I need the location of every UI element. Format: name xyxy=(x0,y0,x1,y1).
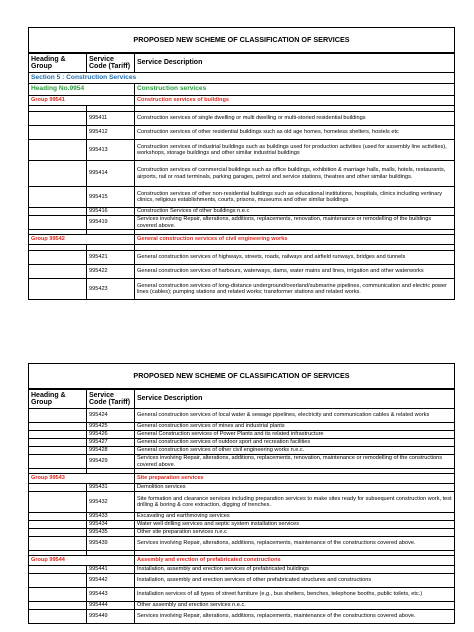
table-row xyxy=(29,521,455,529)
group-description: General construction services of civil engineering works xyxy=(135,235,455,245)
table-row xyxy=(29,529,455,537)
service-code: 995442 xyxy=(87,574,135,588)
service-code: 995434 xyxy=(87,521,135,529)
service-code: 995426 xyxy=(87,431,135,439)
service-description: Installation, assembly and erection services of other prefabricated structures and constructions xyxy=(135,574,455,588)
service-description: General construction services of local water & sewage pipelines, electricity and communication cables & related works xyxy=(135,409,455,423)
service-description: Construction services of industrial buildings such as buildings used for production activities (used for assembly line activities), workshops, storage buildings and other similar industrial buildings xyxy=(135,140,455,161)
group-description: Construction services of buildings xyxy=(135,96,455,106)
table-row xyxy=(29,455,455,469)
table-title: PROPOSED NEW SCHEME OF CLASSIFICATION OF SERVICES xyxy=(29,364,455,390)
service-code: 995427 xyxy=(87,439,135,447)
service-code: 995411 xyxy=(87,112,135,126)
service-description: General construction services of outdoor sport and recreation facilities xyxy=(135,439,455,447)
group-label: Group 99543 xyxy=(29,474,135,484)
service-description: Construction Services of other buildings n.e.c xyxy=(135,208,455,216)
service-description: General construction services of highways, streets, roads, railways and airfield runways, bridges and tunnels xyxy=(135,251,455,265)
table-title-row xyxy=(29,28,455,54)
service-description: Site formation and clearance services including preparation services to make sites ready for subsequent construction work, test drilling & boring & core extraction, digging of trenches. xyxy=(135,492,455,513)
header-desc: Service Description xyxy=(135,389,455,409)
group-row xyxy=(29,235,455,245)
table-row xyxy=(29,216,455,230)
header-code: Service Code (Tariff) xyxy=(87,389,135,409)
service-description: General construction services of long-distance underground/overland/submarine pipelines, communication and electric power lines (cables); pumping stations and related works; transformer stations and related works. xyxy=(135,279,455,300)
service-code: 995412 xyxy=(87,126,135,140)
service-code: 995444 xyxy=(87,602,135,610)
service-description: Services involving Repair, alterations, additions, replacements, renovation, maintenance or remodelling of the constructions covered above. xyxy=(135,455,455,469)
service-description: Demolition services xyxy=(135,484,455,492)
group-row xyxy=(29,474,455,484)
table-row xyxy=(29,602,455,610)
table-row xyxy=(29,409,455,423)
service-description: Construction services of single dwelling or multi dwelling or multi-storied residential buildings xyxy=(135,112,455,126)
service-code: 995424 xyxy=(87,409,135,423)
service-description: General Construction services of Power Plants and its related infrastructure xyxy=(135,431,455,439)
group-label: Group 99542 xyxy=(29,235,135,245)
heading-number: Heading No.9954 xyxy=(29,84,135,96)
table-row xyxy=(29,492,455,513)
classification-table-1 xyxy=(28,27,455,300)
service-description: Construction services of other residential buildings such as old age homes, homeless shelters, hostels etc xyxy=(135,126,455,140)
table-row xyxy=(29,588,455,602)
table-row xyxy=(29,126,455,140)
table-row xyxy=(29,279,455,300)
service-description: Other assembly and erection services n.e.c. xyxy=(135,602,455,610)
service-description: General construction services of other civil engineering works n.e.c. xyxy=(135,447,455,455)
service-code: 995441 xyxy=(87,566,135,574)
service-code: 995422 xyxy=(87,265,135,279)
header-group: Heading & Group xyxy=(29,53,87,73)
section-title: Section 5 : Construction Services xyxy=(29,73,455,84)
table-row xyxy=(29,447,455,455)
group-description: Assembly and erection of prefabricated constructions xyxy=(135,556,455,566)
table-row xyxy=(29,161,455,187)
service-description: Services involving Repair, alterations, additions, replacements, maintenance of the constructions covered above. xyxy=(135,610,455,624)
service-description: Water well drilling services and septic system installation services xyxy=(135,521,455,529)
group-row xyxy=(29,556,455,566)
service-code: 995435 xyxy=(87,529,135,537)
service-code: 995415 xyxy=(87,187,135,208)
service-code: 995419 xyxy=(87,216,135,230)
service-code: 995423 xyxy=(87,279,135,300)
service-description: Construction services of other non-residential buildings such as educational institutions, hospitals, clinics including vertinary clinics, religious establishments, courts, prisons, museums and other similar buildings xyxy=(135,187,455,208)
table-row xyxy=(29,610,455,624)
table-row xyxy=(29,574,455,588)
service-code: 995428 xyxy=(87,447,135,455)
service-description: Installation services of all types of street furniture (e.g., bus shelters, benches, telephone booths, public toilets, etc.) xyxy=(135,588,455,602)
service-description: General construction services of mines and industrial plants xyxy=(135,423,455,431)
service-description: Installation, assembly and erection services of prefabricated buildings xyxy=(135,566,455,574)
table-title-row xyxy=(29,364,455,390)
header-row xyxy=(29,389,455,409)
table-row xyxy=(29,513,455,521)
service-code: 995449 xyxy=(87,610,135,624)
service-code: 995433 xyxy=(87,513,135,521)
service-code: 995439 xyxy=(87,537,135,551)
service-description: Other site preparation services n.e.c xyxy=(135,529,455,537)
table-row xyxy=(29,112,455,126)
group-label: Group 99544 xyxy=(29,556,135,566)
table-row xyxy=(29,187,455,208)
heading-row xyxy=(29,84,455,96)
service-code: 995431 xyxy=(87,484,135,492)
table-row xyxy=(29,484,455,492)
service-code: 995421 xyxy=(87,251,135,265)
group-description: Site preparation services xyxy=(135,474,455,484)
header-group: Heading & Group xyxy=(29,389,87,409)
table-title: PROPOSED NEW SCHEME OF CLASSIFICATION OF SERVICES xyxy=(29,28,455,54)
service-code: 995432 xyxy=(87,492,135,513)
service-description: Services involving Repair, alterations, additions, replacements, maintenance of the constructions covered above. xyxy=(135,537,455,551)
service-code: 995416 xyxy=(87,208,135,216)
group-label: Group 99541 xyxy=(29,96,135,106)
service-code: 995443 xyxy=(87,588,135,602)
table-row xyxy=(29,566,455,574)
group-row xyxy=(29,96,455,106)
table-row xyxy=(29,208,455,216)
service-code: 995425 xyxy=(87,423,135,431)
section-row xyxy=(29,73,455,84)
table-row xyxy=(29,423,455,431)
header-row xyxy=(29,53,455,73)
table-row xyxy=(29,431,455,439)
classification-table-2 xyxy=(28,363,455,624)
service-code: 995429 xyxy=(87,455,135,469)
service-description: Excavating and earthmoving services xyxy=(135,513,455,521)
header-desc: Service Description xyxy=(135,53,455,73)
table-row xyxy=(29,140,455,161)
table-row xyxy=(29,439,455,447)
table-row xyxy=(29,251,455,265)
service-code: 995413 xyxy=(87,140,135,161)
service-description: Services involving Repair, alterations, additions, replacements, renovation, maintenance or remodelling of the buildings covered above. xyxy=(135,216,455,230)
service-code: 995414 xyxy=(87,161,135,187)
header-code: Service Code (Tariff) xyxy=(87,53,135,73)
heading-description: Construction services xyxy=(135,84,455,96)
service-description: General construction services of harbours, waterways, dams, water mains and lines, irrigation and other waterworks xyxy=(135,265,455,279)
table-row xyxy=(29,265,455,279)
service-description: Construction services of commercial buildings such as office buildings, exhibition & marriage halls, malls, hotels, restaurants, airports, rail or road terminals, parking garages, petrol and service stations, theatres and other similar buildings. xyxy=(135,161,455,187)
table-row xyxy=(29,537,455,551)
